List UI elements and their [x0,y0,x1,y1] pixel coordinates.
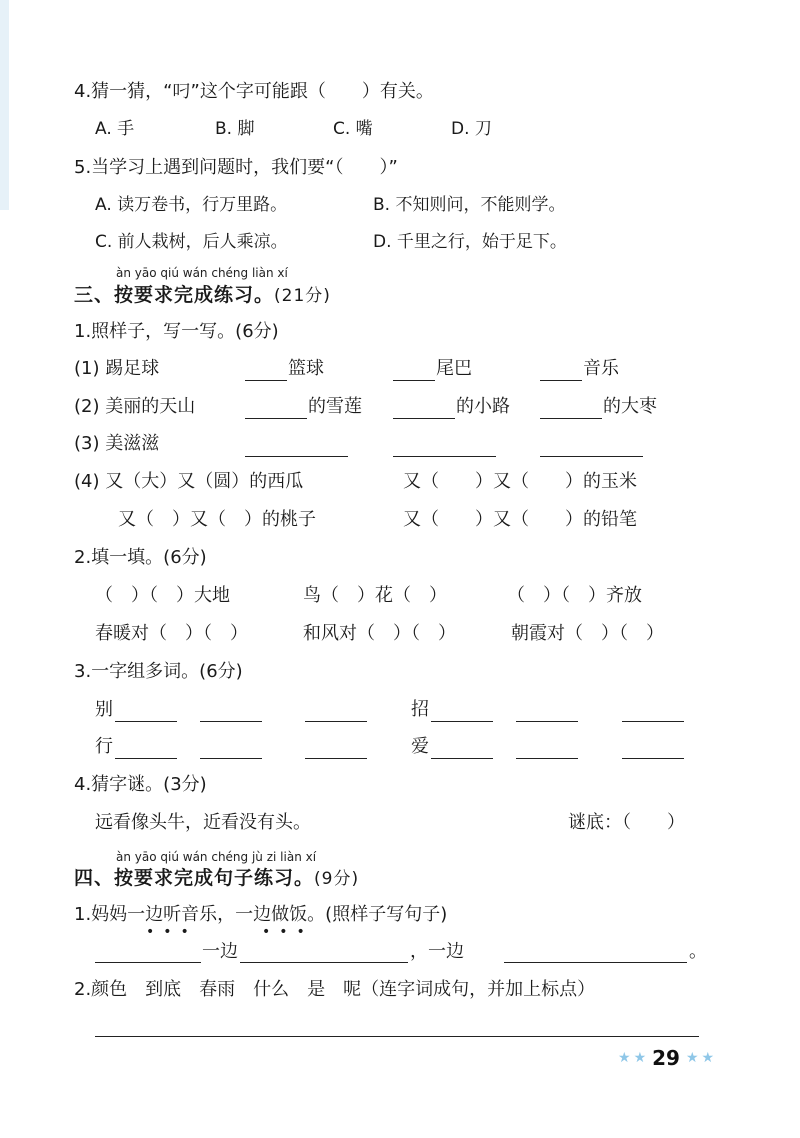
s4q2-title: 2.颜色 到底 春雨 什么 是 呢（连字词成句，并加上标点） [74,979,596,1000]
answer-blank[interactable] [95,962,201,963]
s3q2-row2-item1: 春暖对（ ）（ ） [95,623,248,644]
answer-blank[interactable] [431,758,493,759]
answer-blank[interactable] [115,758,177,759]
s3q1-row1-word2: 尾巴 [436,358,472,379]
answer-line[interactable] [95,1036,699,1037]
answer-blank[interactable] [305,721,367,722]
answer-blank[interactable] [240,962,408,963]
q4-option-c: C. 嘴 [333,119,373,139]
answer-blank[interactable] [504,962,687,963]
answer-blank[interactable] [115,721,177,722]
emphasis-dots: ••• [146,924,198,940]
q5-stem: 5.当学习上遇到问题时，我们要“（ ）” [74,157,398,178]
answer-blank[interactable] [393,456,496,457]
s3q1-row3-example: (3) 美滋滋 [74,433,160,454]
answer-blank[interactable] [245,380,287,381]
star-icon: ★ [633,1050,647,1066]
s3q2-row1-item3: （ ）（ ）齐放 [507,585,642,606]
s3q1-row1-example: (1) 踢足球 [74,358,160,379]
s3q2-row1-item2: 鸟（ ）花（ ） [303,585,447,606]
answer-blank[interactable] [245,456,348,457]
answer-blank[interactable] [393,418,455,419]
answer-blank[interactable] [200,758,262,759]
s3q3-char-2: 招 [411,699,429,720]
q5-option-c: C. 前人栽树，后人乘凉。 [95,232,288,252]
star-icon: ★ [701,1050,715,1066]
s3q3-char-1: 别 [95,699,113,720]
s3q1-row2-word2: 的小路 [456,396,510,417]
s3q1-row2-example: (2) 美丽的天山 [74,396,196,417]
star-icon: ★ [618,1050,631,1066]
s3q4-answer: 谜底：（ ） [568,812,685,833]
s4q1-end-mark: 。 [689,941,707,962]
answer-blank[interactable] [622,721,684,722]
answer-blank[interactable] [622,758,684,759]
q4-option-b: B. 脚 [215,119,255,139]
q5-option-b: B. 不知则问，不能则学。 [373,195,566,215]
section4-pinyin: àn yāo qiú wán chéng jù zi liàn xí [116,850,317,864]
s3q1-row2-word3: 的大枣 [603,396,657,417]
emphasis-dots: ••• [262,924,314,940]
s3q1-title: 1.照样子，写一写。(6分) [74,321,279,342]
answer-blank[interactable] [540,418,602,419]
s3q1-row1-word1: 篮球 [288,358,324,379]
q5-option-d: D. 千里之行，始于足下。 [373,232,567,252]
s3q4-riddle: 远看像头牛，近看没有头。 [95,812,311,833]
s3q1-row2-word1: 的雪莲 [308,396,362,417]
q5-option-a: A. 读万卷书，行万里路。 [95,195,288,215]
q4-option-d: D. 刀 [451,119,492,139]
answer-blank[interactable] [540,380,582,381]
answer-blank[interactable] [305,758,367,759]
section3-heading [74,283,331,308]
s3q1-row5-item2: 又（ ）又（ ）的铅笔 [403,509,637,530]
s3q1-row4-item: 又（ ）又（ ）的玉米 [403,471,637,492]
answer-blank[interactable] [393,380,435,381]
answer-blank[interactable] [540,456,643,457]
answer-blank[interactable] [200,721,262,722]
page-number [618,1046,714,1070]
s3q2-row1-item1: （ ）（ ）大地 [95,585,230,606]
section4-points: (9分) [314,869,360,889]
s3q2-title: 2.填一填。(6分) [74,547,207,568]
s3q1-row4-example: (4) 又（大）又（圆）的西瓜 [74,471,304,492]
s3q3-char-4: 爱 [411,736,429,757]
s4q1-yibian-2: ，一边 [410,941,464,962]
answer-blank[interactable] [516,721,578,722]
answer-blank[interactable] [516,758,578,759]
answer-blank[interactable] [431,721,493,722]
section3-points: (21分) [274,286,331,306]
section4-heading [74,866,359,891]
section4-title: 四、按要求完成句子练习。 [74,867,315,889]
side-color-bar [0,0,9,210]
q4-stem: 4.猜一猜，“叼”这个字可能跟（ ）有关。 [74,81,434,102]
s3q4-title: 4.猜字谜。(3分) [74,774,207,795]
s3q3-char-3: 行 [95,736,113,757]
s4q1-title: 1.妈妈一边听音乐，一边做饭。(照样子写句子) [74,904,448,925]
page-number-value: 29 [652,1046,680,1070]
s3q3-title: 3.一字组多词。(6分) [74,661,243,682]
q4-option-a: A. 手 [95,119,135,139]
section3-pinyin: àn yāo qiú wán chéng liàn xí [116,266,288,280]
s3q1-row5-item1: 又（ ）又（ ）的桃子 [118,509,316,530]
s3q2-row2-item3: 朝霞对（ ）（ ） [511,623,664,644]
star-icon: ★ [685,1050,699,1066]
s3q2-row2-item2: 和风对（ ）（ ） [303,623,456,644]
answer-blank[interactable] [245,418,307,419]
s4q1-yibian-1: 一边 [202,941,238,962]
section3-title: 三、按要求完成练习。 [74,284,275,306]
s3q1-row1-word3: 音乐 [583,358,619,379]
